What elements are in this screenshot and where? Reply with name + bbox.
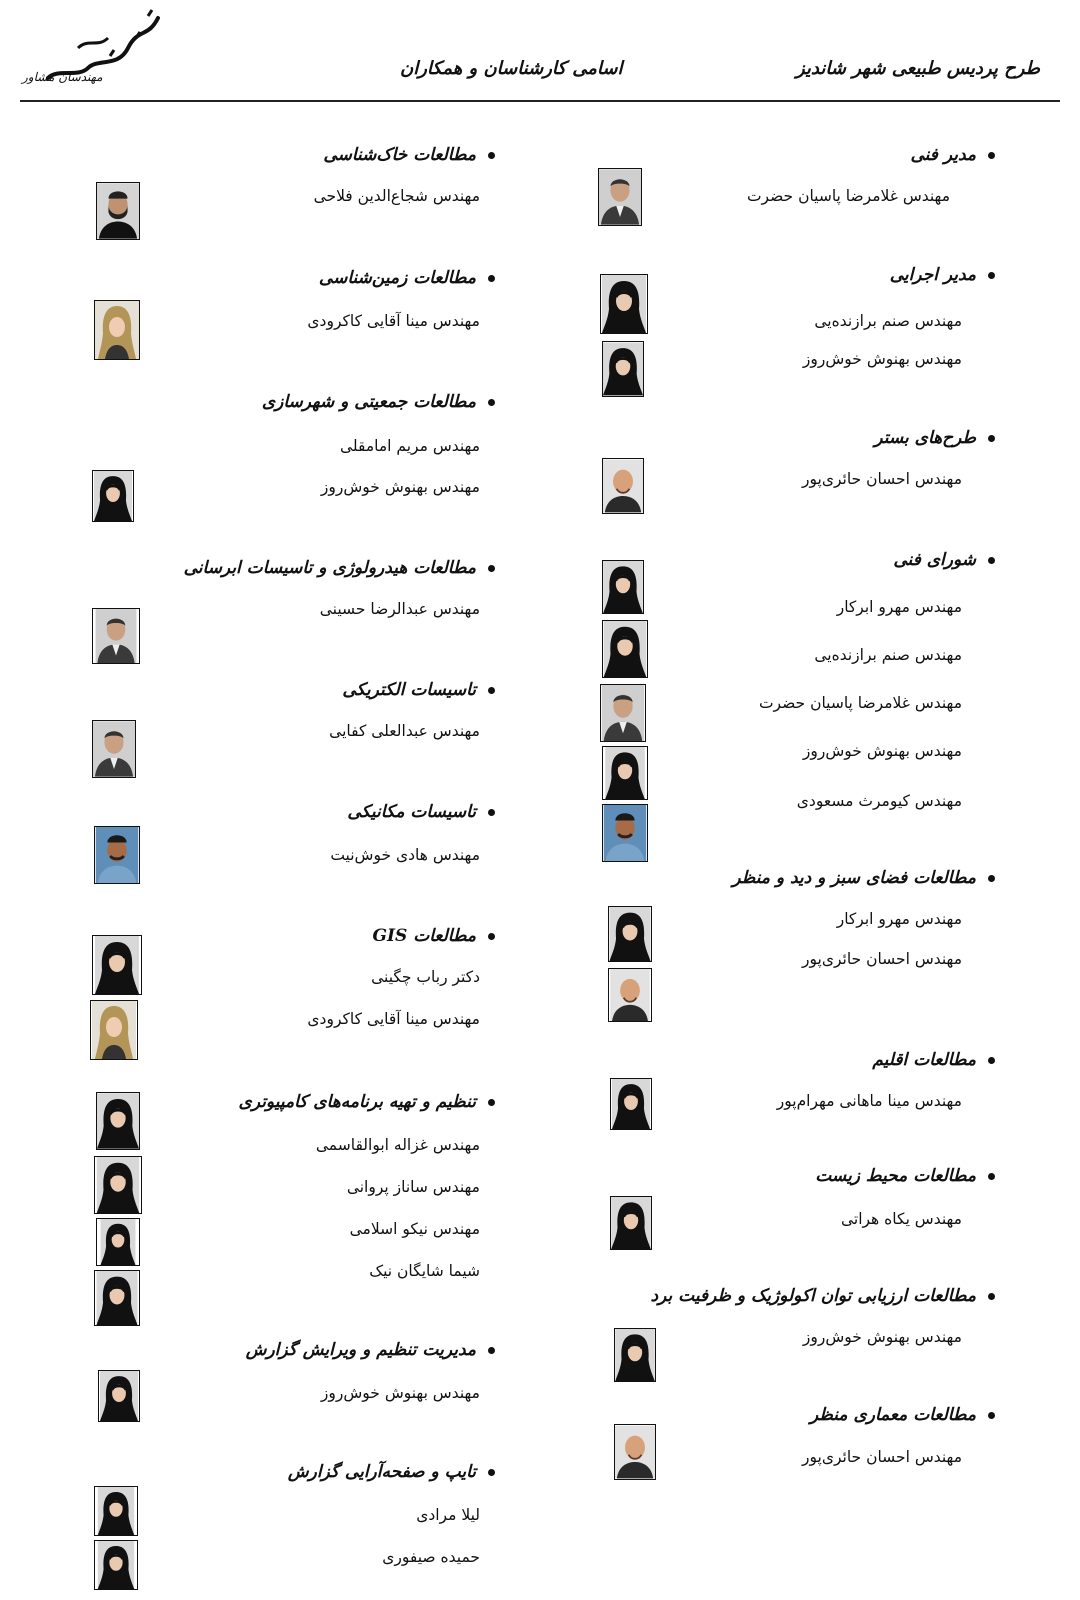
page-title: اسامی کارشناسان و همکاران xyxy=(400,58,623,79)
bullet-icon xyxy=(488,399,495,406)
portrait-photo xyxy=(600,684,646,742)
section-title: مطالعات معماری منظر xyxy=(810,1405,995,1425)
portrait-photo xyxy=(602,620,648,678)
bullet-icon xyxy=(488,1469,495,1476)
portrait-photo xyxy=(610,1078,652,1130)
portrait-photo xyxy=(614,1328,656,1382)
member-name: لیلا مرادی xyxy=(416,1506,480,1524)
bullet-icon xyxy=(988,557,995,564)
member-name: مهندس مهرو ابرکار xyxy=(836,598,962,616)
portrait-photo xyxy=(96,1092,140,1150)
section-title: مطالعات جمعیتی و شهرسازی xyxy=(262,392,495,412)
member-name: مهندس احسان حائری‌پور xyxy=(802,470,962,488)
section-title: مدیر فنی xyxy=(911,145,996,165)
member-name: مهندس بهنوش خوش‌روز xyxy=(320,478,480,496)
member-name: مهندس مینا آقایی کاکرودی xyxy=(307,312,480,330)
section-title: مطالعات زمین‌شناسی xyxy=(319,268,495,288)
member-name: مهندس کیومرث مسعودی xyxy=(796,792,962,810)
section-title: مطالعات فضای سبز و دید و منظر xyxy=(732,868,995,888)
portrait-photo xyxy=(90,1000,138,1060)
member-name: مهندس نیکو اسلامی xyxy=(349,1220,480,1238)
bullet-icon xyxy=(988,875,995,882)
portrait-photo xyxy=(602,746,648,800)
member-name: مهندس بهنوش خوش‌روز xyxy=(802,350,962,368)
bullet-icon xyxy=(988,1057,995,1064)
member-name: مهندس غلامرضا پاسیان حضرت xyxy=(758,694,962,712)
portrait-photo xyxy=(598,168,642,226)
portrait-photo xyxy=(92,935,142,995)
portrait-photo xyxy=(92,470,134,522)
header-divider xyxy=(20,100,1060,102)
portrait-photo xyxy=(600,274,648,334)
portrait-photo xyxy=(608,906,652,962)
member-name: مهندس هادی خوش‌نیت xyxy=(330,846,480,864)
member-name: مهندس ساناز پروانی xyxy=(346,1178,480,1196)
bullet-icon xyxy=(988,1412,995,1419)
section-title: مطالعات هیدرولوژی و تاسیسات ابرسانی xyxy=(184,558,495,578)
portrait-photo xyxy=(602,560,644,614)
portrait-photo xyxy=(602,804,648,862)
member-name: مهندس مهرو ابرکار xyxy=(836,910,962,928)
portrait-photo xyxy=(94,1270,140,1326)
section-title: مطالعات GIS xyxy=(373,926,495,946)
member-name: مهندس صنم برازنده‌یی xyxy=(814,312,962,330)
section-title: مدیریت تنظیم و ویرایش گزارش xyxy=(246,1340,495,1360)
bullet-icon xyxy=(488,152,495,159)
bullet-icon xyxy=(988,435,995,442)
bullet-icon xyxy=(988,152,995,159)
member-name: مهندس غزاله ابوالقاسمی xyxy=(315,1136,480,1154)
section-title: مطالعات ارزیابی توان اکولوژیک و ظرفیت برد xyxy=(651,1286,995,1306)
member-name: حمیده صیفوری xyxy=(382,1548,480,1566)
bullet-icon xyxy=(488,275,495,282)
section-title: تاسیسات مکانیکی xyxy=(347,802,495,822)
portrait-photo xyxy=(94,1540,138,1590)
member-name: مهندس غلامرضا پاسیان حضرت xyxy=(746,187,950,205)
bullet-icon xyxy=(488,687,495,694)
section-title: مطالعات اقلیم xyxy=(872,1050,995,1070)
member-name: مهندس بهنوش خوش‌روز xyxy=(802,1328,962,1346)
portrait-photo xyxy=(614,1424,656,1480)
member-name: مهندس یکاه هراتی xyxy=(840,1210,962,1228)
portrait-photo xyxy=(94,300,140,360)
portrait-photo xyxy=(98,1370,140,1422)
member-name: مهندس احسان حائری‌پور xyxy=(802,950,962,968)
section-title: مدیر اجرایی xyxy=(890,265,995,285)
bullet-icon xyxy=(488,565,495,572)
portrait-photo xyxy=(610,1196,652,1250)
member-name: مهندس مینا ماهانی مهرام‌پور xyxy=(776,1092,962,1110)
project-title: طرح پردیس طبیعی شهر شاندیز xyxy=(795,58,1040,79)
member-name: مهندس عبدالرضا حسینی xyxy=(319,600,480,618)
bullet-icon xyxy=(488,809,495,816)
logo-subtitle: مهندسان مشاور xyxy=(22,70,103,84)
portrait-photo xyxy=(94,1156,142,1214)
portrait-photo xyxy=(94,826,140,884)
section-title: مطالعات خاک‌شناسی xyxy=(323,145,495,165)
bullet-icon xyxy=(988,1293,995,1300)
member-name: مهندس مریم امامقلی xyxy=(339,437,480,455)
member-name: مهندس شجاع‌الدین فلاحی xyxy=(313,187,480,205)
portrait-photo xyxy=(92,720,136,778)
portrait-photo xyxy=(92,608,140,664)
member-name: مهندس احسان حائری‌پور xyxy=(802,1448,962,1466)
bullet-icon xyxy=(988,272,995,279)
section-title: تاسیسات الکتریکی xyxy=(342,680,495,700)
portrait-photo xyxy=(96,182,140,240)
section-title: تایپ و صفحه‌آرایی گزارش xyxy=(288,1462,495,1482)
portrait-photo xyxy=(602,458,644,514)
section-title: شورای فنی xyxy=(893,550,995,570)
member-name: مهندس مینا آقایی کاکرودی xyxy=(307,1010,480,1028)
member-name: مهندس عبدالعلی کفایی xyxy=(329,722,480,740)
section-title: تنظیم و تهیه برنامه‌های کامپیوتری xyxy=(239,1092,495,1112)
bullet-icon xyxy=(488,1347,495,1354)
member-name: مهندس بهنوش خوش‌روز xyxy=(802,742,962,760)
portrait-photo xyxy=(94,1486,138,1536)
bullet-icon xyxy=(488,933,495,940)
bullet-icon xyxy=(488,1099,495,1106)
section-title: طرح‌های بستر xyxy=(874,428,995,448)
portrait-photo xyxy=(608,968,652,1022)
member-name: مهندس صنم برازنده‌یی xyxy=(814,646,962,664)
portrait-photo xyxy=(602,341,644,397)
member-name: دکتر رباب چگینی xyxy=(371,968,480,986)
portrait-photo xyxy=(96,1218,140,1266)
member-name: مهندس بهنوش خوش‌روز xyxy=(320,1384,480,1402)
member-name: شیما شایگان نیک xyxy=(369,1262,480,1280)
section-title: مطالعات محیط زیست xyxy=(815,1166,995,1186)
bullet-icon xyxy=(988,1173,995,1180)
